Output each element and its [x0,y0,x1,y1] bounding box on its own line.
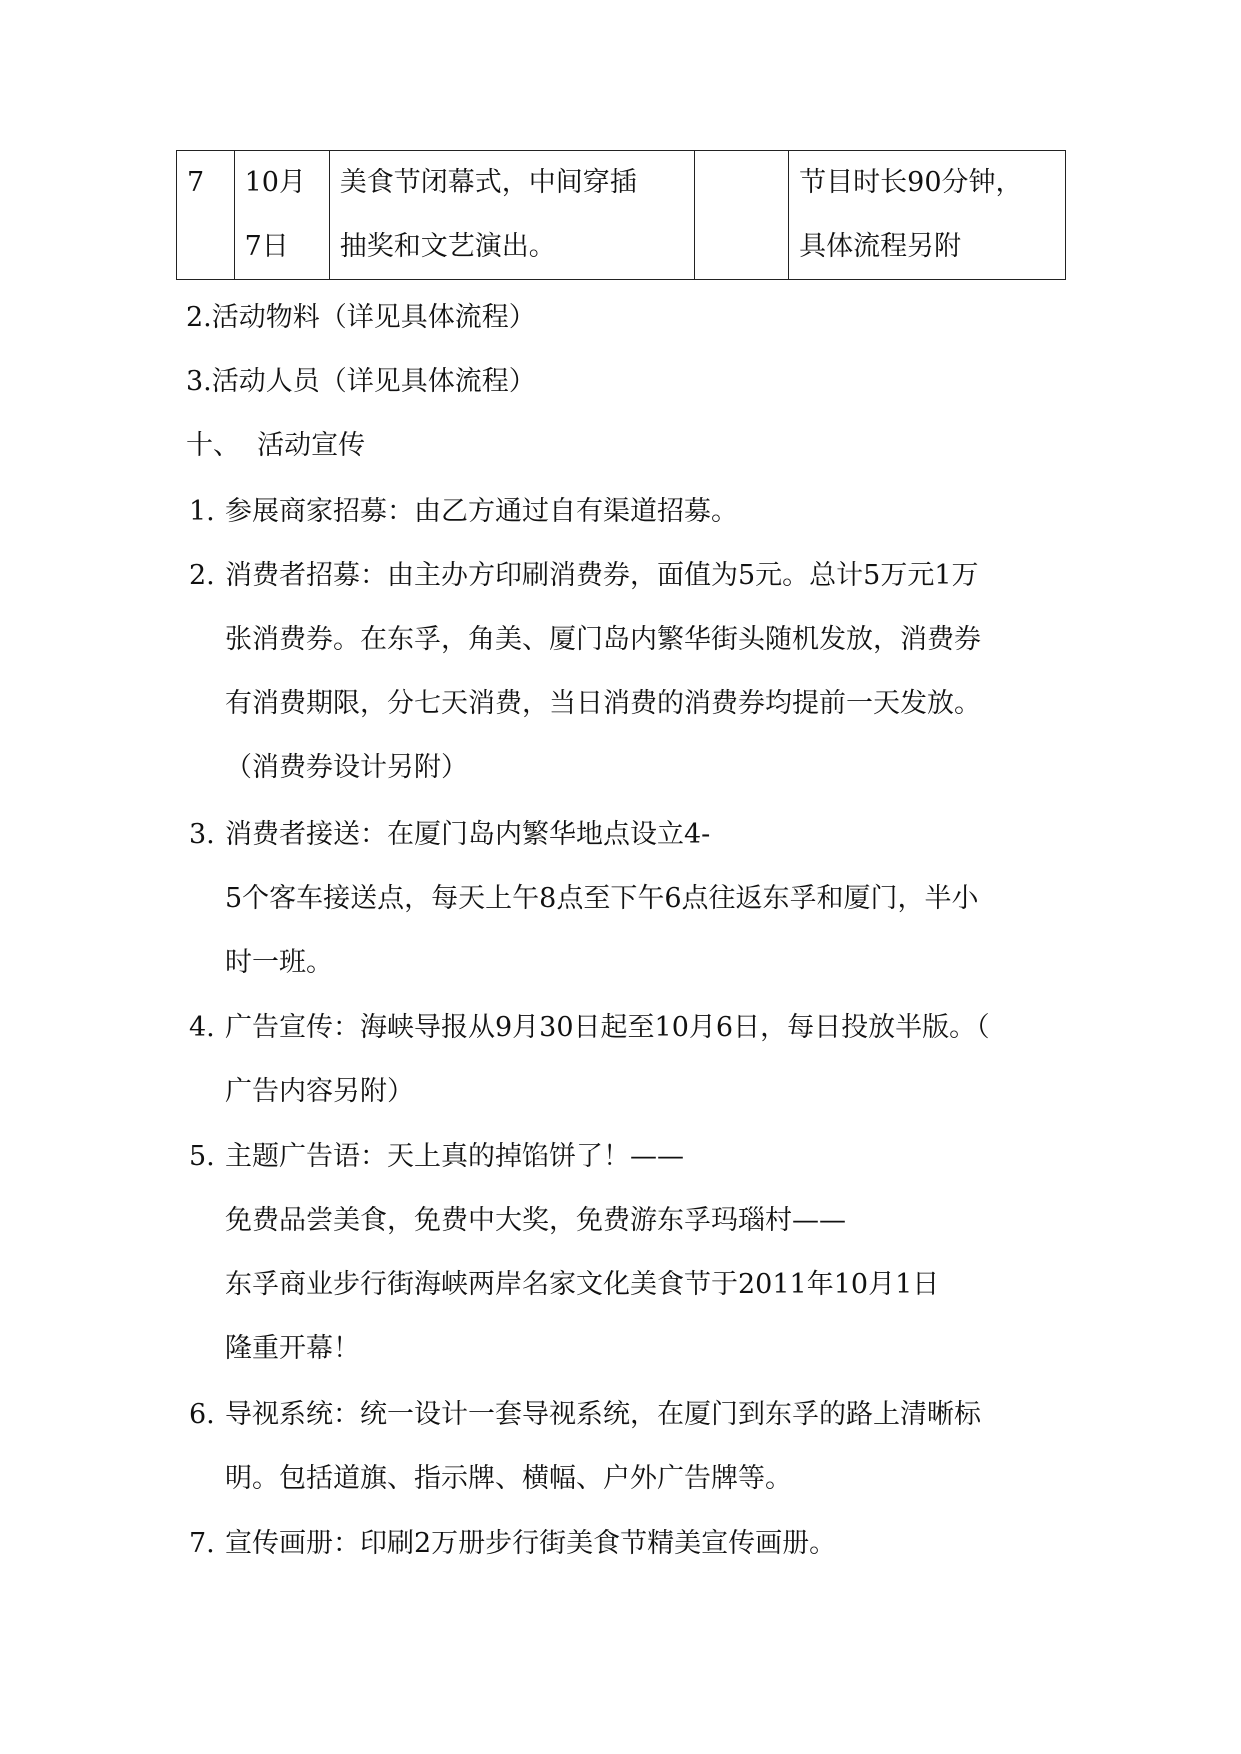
list-line: 有消费期限，分七天消费，当日消费的消费券均提前一天发放。 [225,688,981,719]
list-line: 宣传画册：印刷2万册步行街美食节精美宣传画册。 [225,1528,837,1559]
table-row [177,151,1066,280]
list-number: 3. [189,819,215,850]
empty-cell [694,151,788,280]
list-number: 5. [189,1141,215,1172]
content-line-2: 抽奖和文艺演出。 [339,231,556,262]
list-line: （消费券设计另附） [225,752,468,783]
list-line: 免费品尝美食，免费中大奖，免费游东孚玛瑙村—— [225,1205,846,1236]
list-line: 消费者接送：在厦门岛内繁华地点设立4- [225,819,711,850]
staff-item: 3.活动人员（详见具体流程） [186,366,536,397]
note-line-2: 具体流程另附 [799,231,962,262]
schedule-table [176,150,1066,280]
list-number: 1. [189,496,215,527]
date-line-2: 7日 [244,231,289,262]
list-line: 主题广告语：天上真的掉馅饼了！—— [225,1141,684,1172]
list-line: 东孚商业步行街海峡两岸名家文化美食节于2011年10月1日 [225,1269,940,1300]
list-number: 6. [189,1399,215,1430]
list-number: 2. [189,560,215,591]
note-line-1: 节目时长90分钟， [799,167,1023,198]
list-line: 张消费券。在东孚，角美、厦门岛内繁华街头随机发放，消费券 [225,624,981,655]
list-number: 4. [189,1012,215,1043]
list-line: 隆重开幕！ [225,1333,360,1364]
list-line: 广告内容另附） [225,1076,414,1107]
list-line: 5个客车接送点，每天上午8点至下午6点往返东孚和厦门，半小 [225,883,979,914]
list-line: 时一班。 [225,947,333,978]
section-heading: 十、 活动宣传 [186,430,366,461]
note-cell [789,151,1066,280]
row-index: 7 [187,167,205,198]
list-line: 明。包括道旗、指示牌、横幅、户外广告牌等。 [225,1463,792,1494]
content-cell [329,151,694,280]
date-line-1: 10月 [244,167,306,198]
content-line-1: 美食节闭幕式，中间穿插 [339,167,637,198]
list-number: 7. [189,1528,215,1559]
list-line: 广告宣传：海峡导报从9月30日起至10月6日，每日投放半版。（ [225,1012,990,1043]
date-cell [234,151,329,280]
list-line: 消费者招募：由主办方印刷消费券，面值为5元。总计5万元1万 [225,560,979,591]
list-line: 导视系统：统一设计一套导视系统，在厦门到东孚的路上清晰标 [225,1399,981,1430]
materials-item: 2.活动物料（详见具体流程） [186,302,536,333]
row-index-cell [177,151,235,280]
list-line: 参展商家招募：由乙方通过自有渠道招募。 [225,496,738,527]
